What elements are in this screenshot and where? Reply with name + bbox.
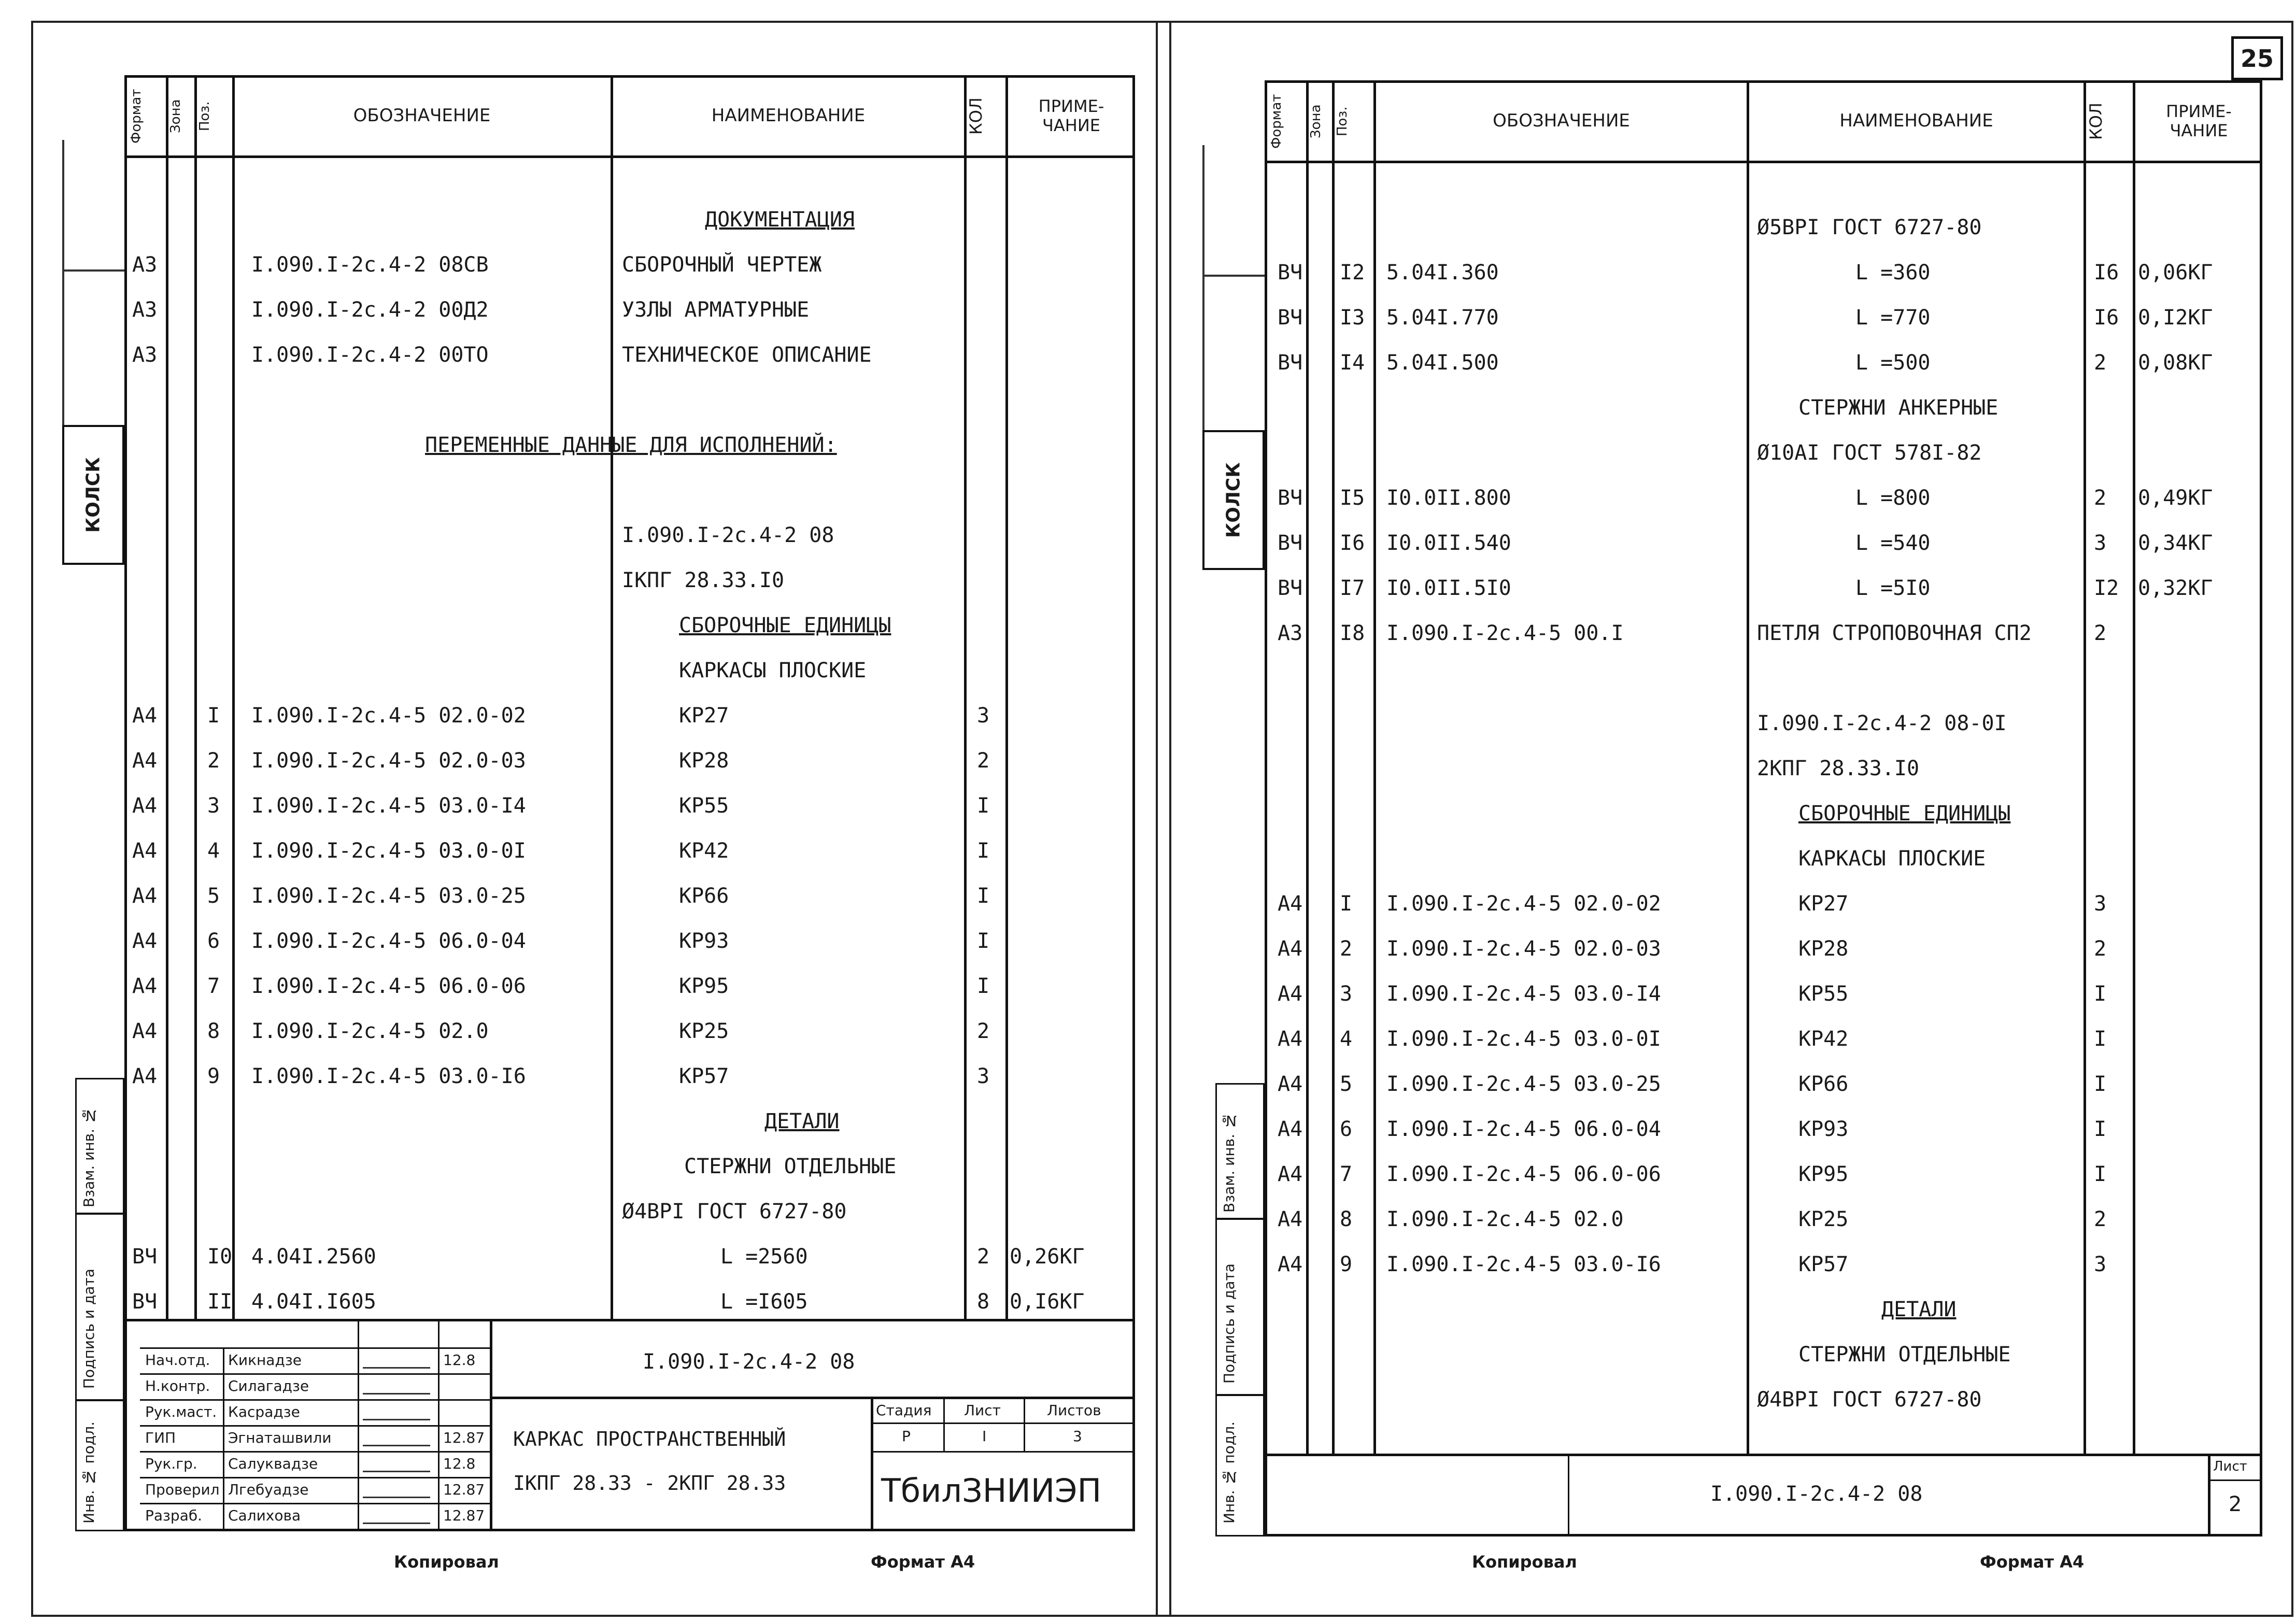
- right-tb-line: [1568, 1454, 1569, 1536]
- header-qty: КОЛ: [966, 97, 986, 135]
- tb-sheets-label: Листов: [1047, 1402, 1101, 1419]
- name-cell: КР25: [1798, 1207, 1849, 1231]
- table-row: [0, 656, 2296, 701]
- pos-cell: I2: [1340, 261, 1365, 284]
- name-cell: КР27: [1798, 892, 1849, 916]
- table-row: [0, 971, 2296, 1017]
- name-cell: I.090.I-2с.4-2 08: [622, 523, 834, 547]
- right-footer-format: Формат А4: [1980, 1552, 2085, 1572]
- fmt-cell: ВЧ: [1278, 351, 1303, 375]
- page-number: 25: [2240, 44, 2274, 73]
- roles-row-line: [140, 1451, 490, 1453]
- name-cell: СБОРОЧНЫЕ ЕДИНИЦЫ: [1798, 802, 2011, 826]
- role-date: 12.87: [443, 1429, 485, 1446]
- name-cell: ПЕТЛЯ СТРОПОВОЧНАЯ СП2: [1757, 621, 2032, 645]
- left-footer-copied: Копировал: [394, 1552, 499, 1572]
- designation-cell: I.090.I-2с.4-2 00ТО: [251, 343, 489, 367]
- tb-title-line1: КАРКАС ПРОСТРАНСТВЕННЫЙ: [513, 1428, 786, 1450]
- qty-cell: I: [977, 974, 990, 998]
- qty-cell: 2: [977, 1245, 990, 1269]
- name-cell: L =I605: [720, 1290, 808, 1314]
- name-cell: КР42: [1798, 1027, 1849, 1051]
- name-cell: КР42: [679, 839, 729, 863]
- tb-org: ТбилЗНИИЭП: [881, 1472, 1102, 1510]
- header-note: ПРИМЕ- ЧАНИЕ: [1038, 96, 1104, 135]
- header-designation: ОБОЗНАЧЕНИЕ: [353, 105, 491, 126]
- pos-cell: 2: [1340, 937, 1353, 961]
- right-tb-sheet-value: 2: [2229, 1492, 2242, 1516]
- designation-cell: I.090.I-2с.4-5 03.0-I6: [251, 1064, 526, 1088]
- fmt-cell: ВЧ: [1278, 261, 1303, 284]
- tb-sheets-value: 3: [1073, 1428, 1082, 1445]
- qty-cell: 2: [2094, 937, 2107, 961]
- designation-cell: I.090.I-2с.4-5 02.0-03: [251, 749, 526, 773]
- table-row: [0, 610, 2296, 656]
- fmt-cell: А3: [132, 343, 158, 367]
- qty-cell: 2: [2094, 1207, 2107, 1231]
- table-row: [0, 565, 2296, 611]
- name-cell: КР93: [1798, 1117, 1849, 1141]
- qty-cell: 2: [2094, 621, 2107, 645]
- name-cell: СБОРОЧНЫЙ ЧЕРТЕЖ: [622, 253, 822, 277]
- fmt-cell: А4: [1278, 1027, 1303, 1051]
- name-cell: СБОРОЧНЫЕ ЕДИНИЦЫ: [679, 614, 891, 637]
- table-row: [0, 430, 2296, 476]
- table-row: [0, 1016, 2296, 1062]
- side-label: КОЛСК: [1223, 462, 1244, 538]
- table-row: [0, 1242, 2296, 1287]
- name-cell: ДЕТАЛИ: [1881, 1298, 1957, 1321]
- name-cell: ДЕТАЛИ: [764, 1109, 840, 1133]
- name-cell: КАРКАСЫ ПЛОСКИЕ: [679, 659, 867, 682]
- name-cell: ДОКУМЕНТАЦИЯ: [705, 208, 855, 232]
- right-footer-copied: Копировал: [1472, 1552, 1577, 1572]
- name-cell: КР66: [679, 884, 729, 908]
- fmt-cell: А3: [132, 253, 158, 277]
- name-cell: КР28: [679, 749, 729, 773]
- table-row: [0, 701, 2296, 746]
- pos-cell: I8: [1340, 621, 1365, 645]
- left-footer-format: Формат А4: [871, 1552, 975, 1572]
- pos-cell: I3: [1340, 306, 1365, 330]
- fmt-cell: А4: [1278, 1117, 1303, 1141]
- pos-cell: I: [1340, 892, 1353, 916]
- table-row: [0, 1151, 2296, 1197]
- name-cell: ПЕРЕМЕННЫЕ ДАННЫЕ ДЛЯ ИСПОЛНЕНИЙ:: [425, 433, 837, 457]
- signature-mark: [363, 1455, 430, 1472]
- role-name: Эгнаташвили: [228, 1429, 332, 1446]
- role-label: Н.контр.: [145, 1377, 210, 1395]
- name-cell: КР27: [679, 704, 729, 728]
- role-label: Проверил: [145, 1481, 220, 1498]
- fmt-cell: А4: [132, 884, 158, 908]
- fmt-cell: ВЧ: [1278, 486, 1303, 510]
- name-cell: КР55: [679, 794, 729, 818]
- qty-cell: 3: [977, 1064, 990, 1088]
- qty-cell: 3: [2094, 892, 2107, 916]
- qty-cell: I6: [2094, 306, 2119, 330]
- designation-cell: 4.04I.2560: [251, 1245, 376, 1269]
- role-name: Силагадзе: [228, 1377, 309, 1395]
- name-cell: L =5I0: [1855, 576, 1931, 600]
- designation-cell: I.090.I-2с.4-5 06.0-04: [251, 929, 526, 953]
- note-cell: 0,I6КГ: [1010, 1290, 1085, 1314]
- pos-cell: 3: [1340, 982, 1353, 1006]
- qty-cell: 3: [977, 704, 990, 728]
- designation-cell: 5.04I.500: [1386, 351, 1499, 375]
- designation-cell: I.090.I-2с.4-5 03.0-I6: [1386, 1253, 1661, 1276]
- role-label: Разраб.: [145, 1507, 203, 1524]
- qty-cell: 2: [2094, 486, 2107, 510]
- signature-mark: [363, 1481, 430, 1498]
- name-cell: L =800: [1855, 486, 1931, 510]
- designation-cell: I.090.I-2с.4-5 02.0: [251, 1019, 489, 1043]
- designation-cell: I.090.I-2с.4-5 03.0-25: [1386, 1072, 1661, 1096]
- pos-cell: 5: [207, 884, 220, 908]
- name-cell: СТЕРЖНИ ОТДЕЛЬНЫЕ: [684, 1155, 897, 1178]
- tb-doc-code: I.090.I-2с.4-2 08: [643, 1350, 855, 1374]
- table-row: [0, 1332, 2296, 1377]
- header-name: НАИМЕНОВАНИЕ: [711, 105, 866, 126]
- name-cell: КР55: [1798, 982, 1849, 1006]
- pos-cell: I0: [207, 1245, 233, 1269]
- name-cell: 2КПГ 28.33.I0: [1757, 757, 1920, 780]
- fmt-cell: А3: [1278, 621, 1303, 645]
- name-cell: ТЕХНИЧЕСКОЕ ОПИСАНИЕ: [622, 343, 872, 367]
- table-row: [0, 791, 2296, 836]
- tb-sheet-label: Лист: [964, 1402, 1001, 1419]
- designation-cell: I.090.I-2с.4-2 00Д2: [251, 298, 489, 322]
- name-cell: Ø5ВРI ГОСТ 6727-80: [1757, 216, 1982, 239]
- sign-date-label: Подпись и дата: [1221, 1263, 1238, 1384]
- fmt-cell: ВЧ: [132, 1290, 158, 1314]
- fmt-cell: А3: [132, 298, 158, 322]
- fmt-cell: А4: [132, 704, 158, 728]
- header-designation: ОБОЗНАЧЕНИЕ: [1493, 110, 1630, 132]
- designation-cell: I.090.I-2с.4-5 03.0-25: [251, 884, 526, 908]
- side-label: КОЛСК: [82, 457, 104, 533]
- qty-cell: I: [977, 929, 990, 953]
- designation-cell: I.090.I-2с.4-5 03.0-I4: [251, 794, 526, 818]
- header-zone: Зона: [1308, 104, 1324, 138]
- left-header-divider: [124, 155, 1135, 158]
- name-cell: L =540: [1855, 531, 1931, 555]
- role-date: 12.8: [443, 1351, 476, 1369]
- table-row: [0, 250, 2296, 295]
- table-row: [0, 1287, 2296, 1332]
- header-note: ПРИМЕ- ЧАНИЕ: [2166, 102, 2232, 140]
- note-cell: 0,32КГ: [2138, 576, 2213, 600]
- role-label: ГИП: [145, 1429, 176, 1446]
- margin-line: [1202, 275, 1265, 277]
- signature-mark: [363, 1507, 430, 1524]
- role-date: 12.87: [443, 1481, 485, 1498]
- designation-cell: I.090.I-2с.4-5 02.0-03: [1386, 937, 1661, 961]
- header-pos: Поз.: [197, 101, 212, 131]
- role-label: Нач.отд.: [145, 1351, 210, 1369]
- header-format: Формат: [129, 89, 144, 144]
- name-cell: КР57: [1798, 1253, 1849, 1276]
- tb-stage-value: Р: [902, 1428, 911, 1445]
- pos-cell: 8: [207, 1019, 220, 1043]
- right-tb-sheet-label: Лист: [2213, 1459, 2247, 1474]
- table-row: [0, 205, 2296, 250]
- designation-cell: I0.0II.800: [1386, 486, 1511, 510]
- name-cell: КР25: [679, 1019, 729, 1043]
- header-name: НАИМЕНОВАНИЕ: [1839, 110, 1993, 132]
- table-row: [0, 340, 2296, 386]
- name-cell: L =770: [1855, 306, 1931, 330]
- name-cell: Ø10АI ГОСТ 578I-82: [1757, 441, 1982, 465]
- qty-cell: I: [2094, 1117, 2107, 1141]
- fmt-cell: А4: [132, 794, 158, 818]
- fmt-cell: ВЧ: [1278, 576, 1303, 600]
- designation-cell: I.090.I-2с.4-5 02.0-02: [1386, 892, 1661, 916]
- qty-cell: I: [977, 839, 990, 863]
- qty-cell: I2: [2094, 576, 2119, 600]
- note-cell: 0,08КГ: [2138, 351, 2213, 375]
- fmt-cell: А4: [1278, 982, 1303, 1006]
- pos-cell: 3: [207, 794, 220, 818]
- right-tb-line: [2208, 1479, 2262, 1481]
- designation-cell: I.090.I-2с.4-5 03.0-0I: [251, 839, 526, 863]
- right-tb-doc-code: I.090.I-2с.4-2 08: [1710, 1482, 1923, 1506]
- note-cell: 0,49КГ: [2138, 486, 2213, 510]
- fmt-cell: А4: [1278, 1072, 1303, 1096]
- qty-cell: I: [977, 884, 990, 908]
- tb-stage-label: Стадия: [876, 1402, 932, 1419]
- role-name: Касрадзе: [228, 1403, 300, 1420]
- pos-cell: 7: [207, 974, 220, 998]
- qty-cell: 8: [977, 1290, 990, 1314]
- qty-cell: I: [2094, 1072, 2107, 1096]
- roles-row-line: [140, 1425, 490, 1427]
- name-cell: IКПГ 28.33.I0: [622, 568, 785, 592]
- name-cell: КАРКАСЫ ПЛОСКИЕ: [1798, 847, 1986, 871]
- fmt-cell: ВЧ: [132, 1245, 158, 1269]
- header-pos: Поз.: [1335, 106, 1350, 136]
- table-row: [0, 1377, 2296, 1422]
- header-qty: КОЛ: [2086, 103, 2106, 140]
- table-row: [0, 385, 2296, 431]
- name-cell: L =360: [1855, 261, 1931, 284]
- side-label-box: [1202, 430, 1265, 570]
- pos-cell: 9: [1340, 1253, 1353, 1276]
- table-row: [0, 836, 2296, 881]
- designation-cell: I.090.I-2с.4-5 02.0-02: [251, 704, 526, 728]
- role-name: Кикнадзе: [228, 1351, 302, 1369]
- fmt-cell: А4: [132, 974, 158, 998]
- fmt-cell: ВЧ: [1278, 531, 1303, 555]
- designation-cell: I.090.I-2с.4-5 03.0-I4: [1386, 982, 1661, 1006]
- fmt-cell: А4: [1278, 892, 1303, 916]
- header-zone: Зона: [168, 99, 183, 133]
- tb-line: [871, 1451, 1135, 1453]
- role-name: Салихова: [228, 1507, 301, 1524]
- designation-cell: I.090.I-2с.4-2 08СВ: [251, 253, 489, 277]
- name-cell: КР95: [679, 974, 729, 998]
- pos-cell: 4: [1340, 1027, 1353, 1051]
- role-label: Рук.маст.: [145, 1403, 217, 1420]
- pos-cell: 7: [1340, 1162, 1353, 1186]
- fmt-cell: А4: [132, 929, 158, 953]
- pos-cell: I6: [1340, 531, 1365, 555]
- name-cell: Ø4ВРI ГОСТ 6727-80: [622, 1200, 847, 1223]
- fmt-cell: А4: [1278, 1162, 1303, 1186]
- designation-cell: 4.04I.I605: [251, 1290, 376, 1314]
- pos-cell: II: [207, 1290, 233, 1314]
- note-cell: 0,06КГ: [2138, 261, 2213, 284]
- pos-cell: 6: [207, 929, 220, 953]
- table-row: [0, 475, 2296, 521]
- table-row: [0, 1197, 2296, 1242]
- name-cell: КР57: [679, 1064, 729, 1088]
- signature-mark: [363, 1429, 430, 1446]
- tb-line: [871, 1422, 1135, 1424]
- name-cell: УЗЛЫ АРМАТУРНЫЕ: [622, 298, 810, 322]
- margin-divider: [1215, 1218, 1265, 1220]
- role-name: Лгебуадзе: [228, 1481, 309, 1498]
- designation-cell: I.090.I-2с.4-5 02.0: [1386, 1207, 1624, 1231]
- pos-cell: 4: [207, 839, 220, 863]
- designation-cell: I.090.I-2с.4-5 06.0-06: [251, 974, 526, 998]
- name-cell: СТЕРЖНИ АНКЕРНЫЕ: [1798, 396, 1999, 420]
- name-cell: КР66: [1798, 1072, 1849, 1096]
- role-date: 12.87: [443, 1507, 485, 1524]
- table-row: [0, 295, 2296, 340]
- right-tb-top: [1265, 1454, 2262, 1456]
- fmt-cell: А4: [132, 1019, 158, 1043]
- fmt-cell: А4: [132, 839, 158, 863]
- margin-divider: [1215, 1394, 1265, 1396]
- header-format: Формат: [1269, 94, 1284, 149]
- pos-cell: 8: [1340, 1207, 1353, 1231]
- pos-cell: I7: [1340, 576, 1365, 600]
- role-name: Салуквадзе: [228, 1455, 318, 1472]
- name-cell: L =2560: [720, 1245, 808, 1269]
- roles-row-line: [140, 1503, 490, 1504]
- pos-cell: I4: [1340, 351, 1365, 375]
- name-cell: КР28: [1798, 937, 1849, 961]
- vzam-inv-label: Взам. инв. №: [80, 1107, 97, 1207]
- table-row: [0, 881, 2296, 927]
- pos-cell: I: [207, 704, 220, 728]
- table-row: [0, 746, 2296, 791]
- qty-cell: I: [2094, 1027, 2107, 1051]
- table-row: [0, 926, 2296, 972]
- qty-cell: 3: [2094, 1253, 2107, 1276]
- table-row: [0, 1106, 2296, 1152]
- designation-cell: I.090.I-2с.4-5 00.I: [1386, 621, 1624, 645]
- tb-sheet-value: I: [982, 1428, 987, 1445]
- table-row: [0, 520, 2296, 566]
- inv-orig-label: Инв. № подл.: [80, 1421, 97, 1524]
- pos-cell: 9: [207, 1064, 220, 1088]
- pos-cell: 2: [207, 749, 220, 773]
- qty-cell: I6: [2094, 261, 2119, 284]
- name-cell: Ø4ВРI ГОСТ 6727-80: [1757, 1388, 1982, 1412]
- name-cell: СТЕРЖНИ ОТДЕЛЬНЫЕ: [1798, 1343, 2011, 1367]
- roles-row-line: [140, 1477, 490, 1478]
- designation-cell: 5.04I.770: [1386, 306, 1499, 330]
- designation-cell: I.090.I-2с.4-5 06.0-06: [1386, 1162, 1661, 1186]
- name-cell: L =500: [1855, 351, 1931, 375]
- pos-cell: 6: [1340, 1117, 1353, 1141]
- right-tb-line: [2208, 1454, 2210, 1536]
- vzam-inv-label: Взам. инв. №: [1221, 1112, 1238, 1213]
- note-cell: 0,26КГ: [1010, 1245, 1085, 1269]
- designation-cell: I.090.I-2с.4-5 06.0-04: [1386, 1117, 1661, 1141]
- right-header-divider: [1265, 161, 2262, 163]
- qty-cell: 2: [2094, 351, 2107, 375]
- fmt-cell: А4: [132, 1064, 158, 1088]
- fmt-cell: А4: [1278, 937, 1303, 961]
- table-row: [0, 1061, 2296, 1107]
- qty-cell: I: [2094, 1162, 2107, 1186]
- qty-cell: 3: [2094, 531, 2107, 555]
- pos-cell: 5: [1340, 1072, 1353, 1096]
- note-cell: 0,I2КГ: [2138, 306, 2213, 330]
- name-cell: I.090.I-2с.4-2 08-0I: [1757, 712, 2007, 735]
- name-cell: КР93: [679, 929, 729, 953]
- role-label: Рук.гр.: [145, 1455, 197, 1472]
- pos-cell: I5: [1340, 486, 1365, 510]
- designation-cell: I0.0II.5I0: [1386, 576, 1511, 600]
- name-cell: КР95: [1798, 1162, 1849, 1186]
- fmt-cell: А4: [1278, 1253, 1303, 1276]
- qty-cell: I: [2094, 982, 2107, 1006]
- role-date: 12.8: [443, 1455, 476, 1472]
- qty-cell: I: [977, 794, 990, 818]
- sign-date-label: Подпись и дата: [80, 1269, 97, 1389]
- qty-cell: 2: [977, 749, 990, 773]
- fmt-cell: ВЧ: [1278, 306, 1303, 330]
- margin-line: [1202, 145, 1204, 430]
- designation-cell: I.090.I-2с.4-5 03.0-0I: [1386, 1027, 1661, 1051]
- fmt-cell: А4: [1278, 1207, 1303, 1231]
- inv-orig-label: Инв. № подл.: [1221, 1421, 1238, 1524]
- note-cell: 0,34КГ: [2138, 531, 2213, 555]
- fmt-cell: А4: [132, 749, 158, 773]
- designation-cell: 5.04I.360: [1386, 261, 1499, 284]
- qty-cell: 2: [977, 1019, 990, 1043]
- tb-title-line2: IКПГ 28.33 - 2КПГ 28.33: [513, 1472, 786, 1495]
- designation-cell: I0.0II.540: [1386, 531, 1511, 555]
